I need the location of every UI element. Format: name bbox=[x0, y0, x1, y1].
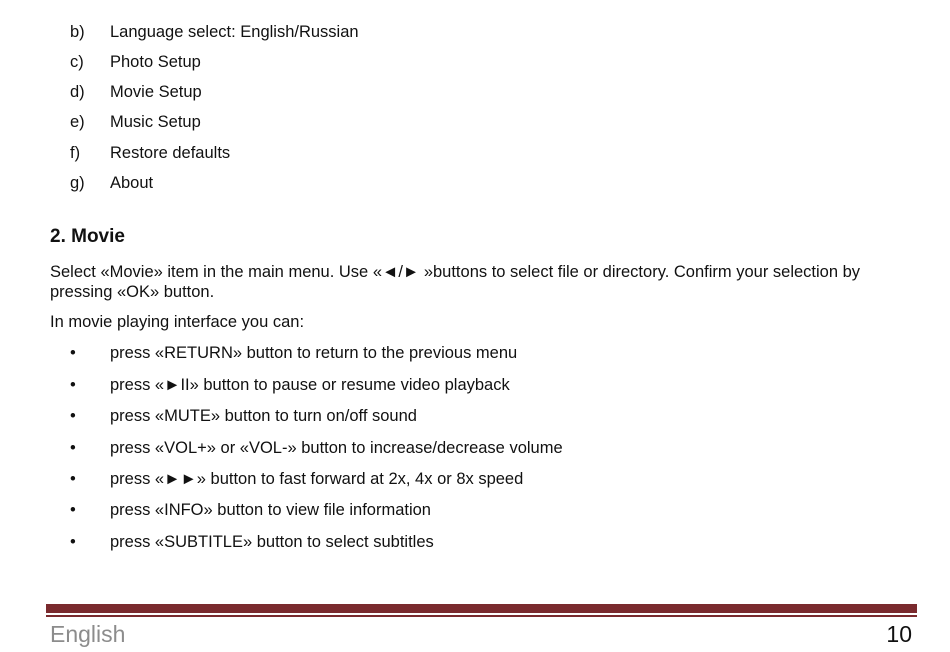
footer-rule-thick bbox=[46, 604, 917, 613]
bullet-symbol: • bbox=[70, 439, 76, 457]
section-intro: Select «Movie» item in the main menu. Use «◄/► »buttons to select file or directory. Confirm your selection by pressing «OK» button. bbox=[50, 263, 861, 301]
list-marker: e) bbox=[70, 113, 85, 131]
bullet-text: press «MUTE» button to turn on/off sound bbox=[110, 407, 417, 425]
bullet-item bbox=[70, 469, 523, 489]
bullet-symbol: • bbox=[70, 470, 76, 488]
list-item bbox=[70, 112, 201, 132]
bullet-text: press «RETURN» button to return to the previous menu bbox=[110, 344, 518, 362]
list-marker: b) bbox=[70, 23, 85, 41]
bullet-text: press «VOL+» or «VOL-» button to increase/decrease volume bbox=[110, 439, 563, 457]
list-item bbox=[70, 143, 230, 163]
list-marker: c) bbox=[70, 53, 84, 71]
bullet-symbol: • bbox=[70, 533, 76, 551]
list-item-text: About bbox=[110, 174, 154, 192]
bullet-text: press «SUBTITLE» button to select subtitles bbox=[110, 533, 434, 551]
list-item-text: Photo Setup bbox=[110, 53, 201, 71]
list-item bbox=[70, 82, 202, 102]
bullet-symbol: • bbox=[70, 376, 76, 394]
section-heading: 2. Movie bbox=[50, 226, 125, 247]
bullet-text: press «►►» button to fast forward at 2x, 4x or 8x speed bbox=[110, 470, 524, 488]
list-marker: g) bbox=[70, 174, 85, 192]
list-marker: f) bbox=[70, 144, 81, 162]
list-item-text: Language select: English/Russian bbox=[110, 23, 359, 41]
list-item-text: Restore defaults bbox=[110, 144, 231, 162]
bullet-symbol: • bbox=[70, 344, 76, 362]
list-item bbox=[70, 173, 153, 193]
bullet-item bbox=[70, 343, 517, 363]
bullet-symbol: • bbox=[70, 501, 76, 519]
bullet-symbol: • bbox=[70, 407, 76, 425]
bullet-item bbox=[70, 375, 510, 395]
bullet-item bbox=[70, 532, 434, 552]
bullet-item bbox=[70, 438, 563, 458]
page-number: 10 bbox=[886, 621, 912, 647]
list-item bbox=[70, 22, 359, 42]
list-item-text: Movie Setup bbox=[110, 83, 202, 101]
list-item-text: Music Setup bbox=[110, 113, 201, 131]
list-item bbox=[70, 52, 201, 72]
footer-rule-thin bbox=[46, 615, 917, 617]
list-marker: d) bbox=[70, 83, 85, 101]
bullet-text: press «INFO» button to view file information bbox=[110, 501, 431, 519]
section-lead: In movie playing interface you can: bbox=[50, 313, 305, 331]
bullet-item bbox=[70, 406, 417, 426]
bullet-text: press «►II» button to pause or resume video playback bbox=[110, 376, 510, 394]
footer-language: English bbox=[50, 621, 126, 647]
bullet-item bbox=[70, 500, 431, 520]
